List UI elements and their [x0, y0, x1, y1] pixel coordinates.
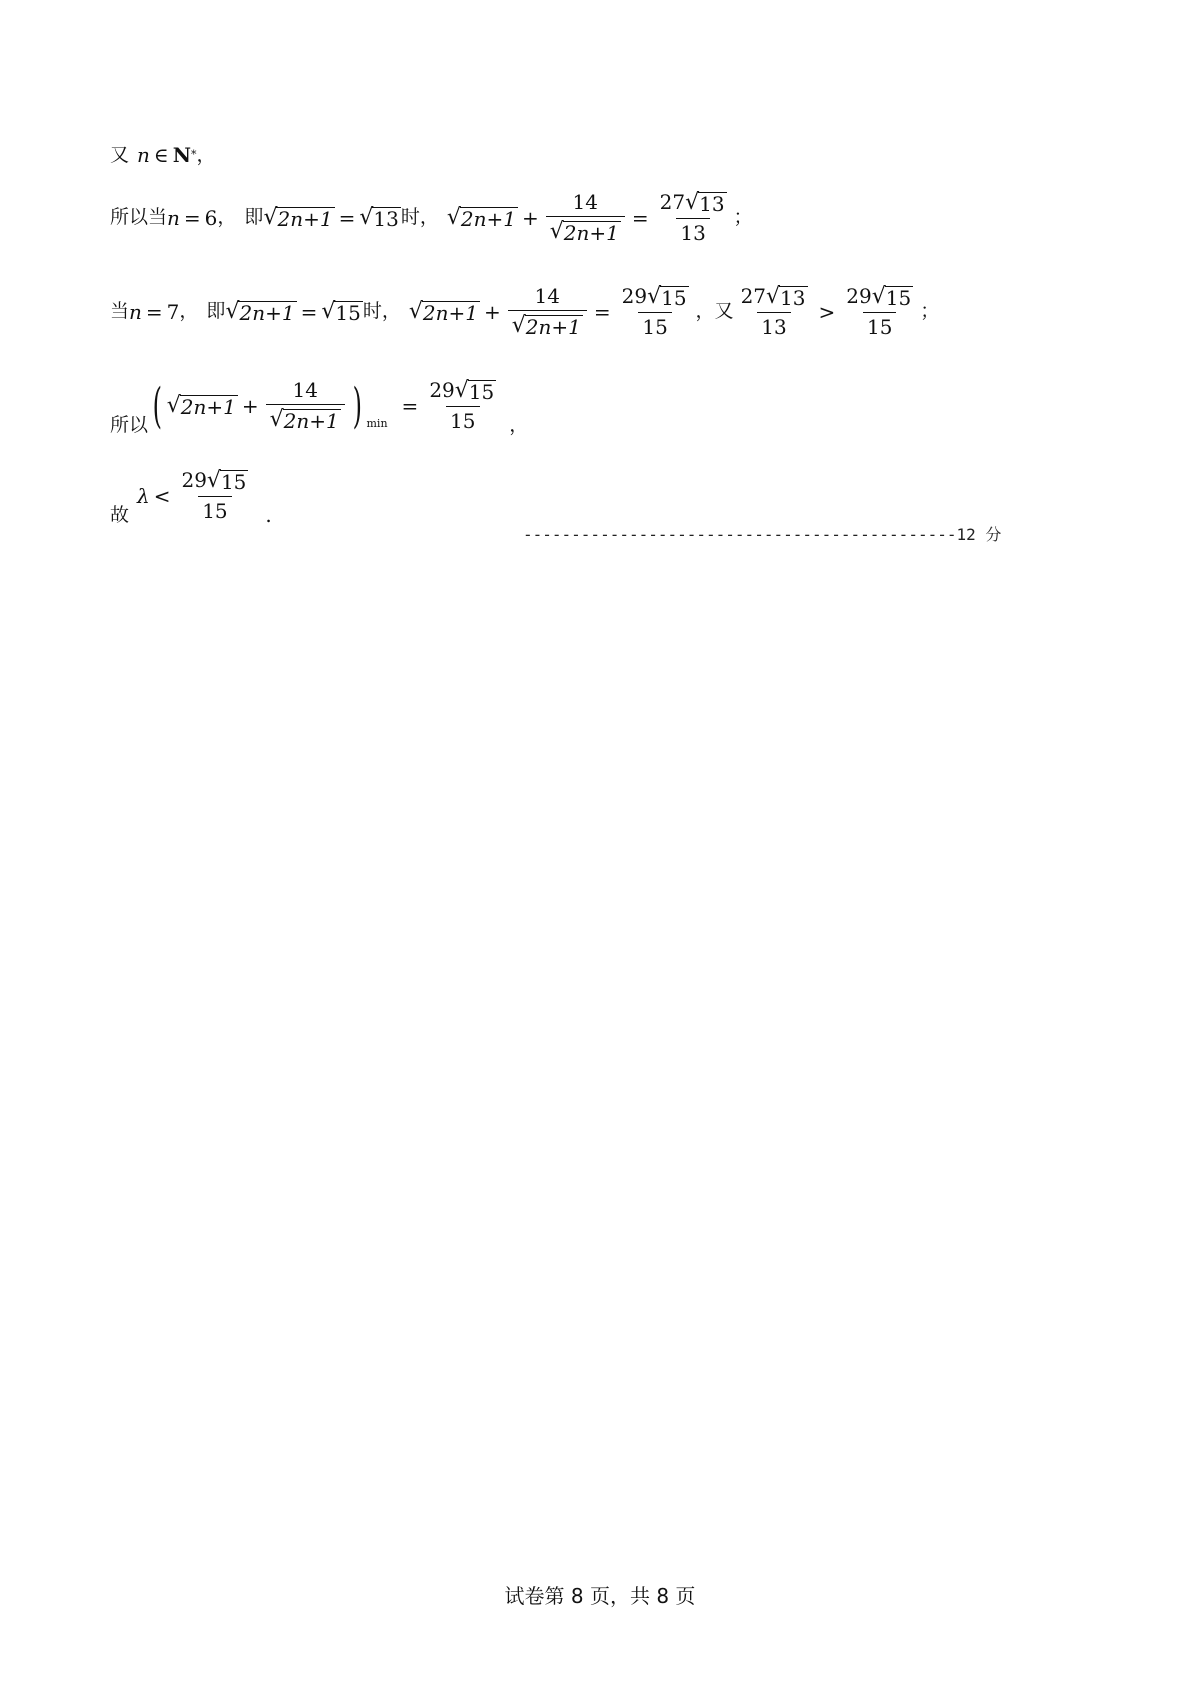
- solution-line-2: [110, 192, 753, 243]
- var-n: n: [137, 143, 150, 167]
- equals-sign: =: [631, 205, 649, 230]
- sqrt-expression: √ 13: [359, 204, 399, 231]
- text-ji: 即: [206, 300, 226, 322]
- right-paren: ): [352, 377, 362, 434]
- text-ji: 即: [244, 206, 264, 228]
- text-shi: 时，: [362, 300, 401, 322]
- var-lambda: λ: [137, 483, 150, 508]
- fraction: 14 √ 2n+1: [546, 192, 625, 243]
- text-suoyi: 所以: [110, 414, 149, 436]
- value: 6: [204, 205, 218, 230]
- subscript-min: min: [366, 417, 388, 430]
- equals-sign: =: [401, 393, 419, 418]
- punct-semicolon: ；: [920, 300, 940, 322]
- punct-comma: ，: [509, 414, 529, 436]
- text-dang: 当: [110, 300, 130, 322]
- equals-sign: =: [300, 299, 318, 324]
- var-n: n: [129, 299, 142, 324]
- sqrt-expression: √ 2n+1: [408, 298, 478, 325]
- plus-sign: +: [241, 393, 259, 418]
- text-you: 又: [110, 143, 130, 166]
- fraction-result: 29 √ 15 15: [181, 468, 247, 523]
- left-paren: (: [152, 377, 163, 434]
- solution-line-4: [110, 377, 529, 436]
- punct-comma: ，: [217, 206, 237, 228]
- fraction-result: 29 √ 15 15: [429, 378, 495, 433]
- punct-comma: ，: [196, 143, 216, 166]
- less-than-sign: <: [153, 483, 171, 508]
- page-footer: 试卷第 8 页，共 8 页: [504, 1584, 696, 1608]
- text-you-again: ，又: [695, 300, 734, 322]
- sqrt-expression: √ 15: [321, 298, 361, 325]
- text-shi: 时，: [400, 206, 439, 228]
- greater-than-sign: >: [818, 299, 836, 324]
- period: .: [265, 503, 272, 527]
- solution-line-5: [110, 468, 272, 527]
- text-gu: 故: [110, 504, 130, 526]
- plus-sign: +: [521, 205, 539, 230]
- fraction: 14 √ 2n+1: [266, 380, 345, 431]
- fraction-compare-left: 27 √ 13 13: [740, 284, 806, 339]
- sqrt-expression: √ 2n+1: [166, 392, 236, 419]
- fraction-compare-right: 29 √ 15 15: [846, 284, 912, 339]
- equals-sign: =: [338, 205, 356, 230]
- value: 7: [166, 299, 180, 324]
- fraction-result: 29 √ 15 15: [621, 284, 687, 339]
- equals-sign: =: [145, 299, 163, 324]
- solution-line-3: [110, 286, 939, 337]
- sqrt-expression: √ 2n+1: [263, 204, 333, 231]
- score-line: ---------------------------------------------12 分: [523, 525, 1002, 544]
- punct-semicolon: ；: [733, 206, 753, 228]
- equals-sign: =: [183, 205, 201, 230]
- set-naturals: N: [172, 143, 191, 167]
- fraction-result: 27 √ 13 13: [659, 190, 725, 245]
- sqrt-expression: √ 2n+1: [225, 298, 295, 325]
- solution-line-1: 又 n ∈ N * ，: [110, 143, 216, 167]
- equals-sign: =: [593, 299, 611, 324]
- text-suoyi-dang: 所以当: [110, 206, 168, 228]
- fraction: 14 √ 2n+1: [508, 286, 587, 337]
- sqrt-expression: √ 2n+1: [446, 204, 516, 231]
- plus-sign: +: [483, 299, 501, 324]
- element-of-symbol: ∈: [153, 143, 169, 167]
- punct-comma: ，: [179, 300, 199, 322]
- var-n: n: [167, 205, 180, 230]
